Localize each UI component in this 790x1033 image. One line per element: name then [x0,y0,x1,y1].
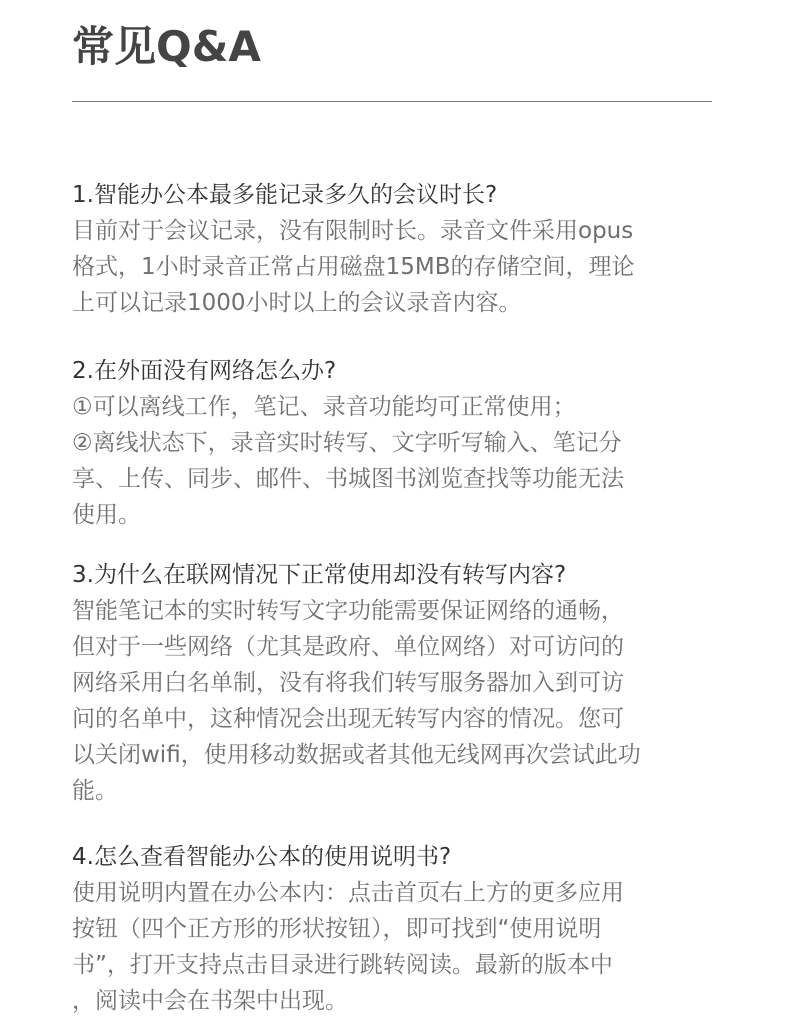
faq-answer-line: 书”，打开支持点击目录进行跳转阅读。最新的版本中 [72,952,613,978]
faq-answer-line: 目前对于会议记录，没有限制时长。录音文件采用opus [72,218,634,244]
faq-answer-line: 上可以记录1000小时以上的会议录音内容。 [72,290,522,316]
faq-question-1: 1.智能办公本最多能记录多久的会议时长? [72,182,498,208]
faq-answer-line: 按钮（四个正方形的形状按钮），即可找到“使用说明 [72,916,602,942]
faq-question-3: 3.为什么在联网情况下正常使用却没有转写内容? [72,562,567,588]
faq-answer-line: 使用说明内置在办公本内：点击首页右上方的更多应用 [72,880,624,906]
faq-answer-line: ②离线状态下，录音实时转写、文字听写输入、笔记分 [72,430,622,456]
faq-answer-3 [72,593,722,809]
faq-item-2 [72,353,722,533]
faq-answer-line: 但对于一些网络（尤其是政府、单位网络）对可访问的 [72,634,624,660]
faq-item-4 [72,839,722,1019]
faq-item-1 [72,177,722,321]
faq-answer-line: ①可以离线工作，笔记、录音功能均可正常使用； [72,394,576,420]
faq-item-3 [72,557,722,809]
faq-answer-line: 能。 [72,778,118,804]
faq-answer-line: 问的名单中，这种情况会出现无转写内容的情况。您可 [72,706,624,732]
faq-question-2: 2.在外面没有网络怎么办? [72,358,337,384]
faq-question-4: 4.怎么查看智能办公本的使用说明书? [72,844,452,870]
faq-answer-1 [72,213,722,321]
faq-answer-line: 享、上传、同步、邮件、书城图书浏览查找等功能无法 [72,466,624,492]
faq-answer-line: 格式，1小时录音正常占用磁盘15MB的存储空间，理论 [72,254,635,280]
faq-answer-line: 智能笔记本的实时转写文字功能需要保证网络的通畅， [72,598,624,624]
faq-answer-line: 以关闭wifi，使用移动数据或者其他无线网再次尝试此功 [72,742,641,768]
title-divider [72,101,712,102]
faq-answer-line: 使用。 [72,502,141,528]
faq-answer-2 [72,389,722,533]
faq-answer-line: ，阅读中会在书架中出现。 [72,988,348,1014]
faq-answer-4 [72,875,722,1019]
faq-answer-line: 网络采用白名单制，没有将我们转写服务器加入到可访 [72,670,624,696]
page-title: 常见Q&A [72,22,261,71]
